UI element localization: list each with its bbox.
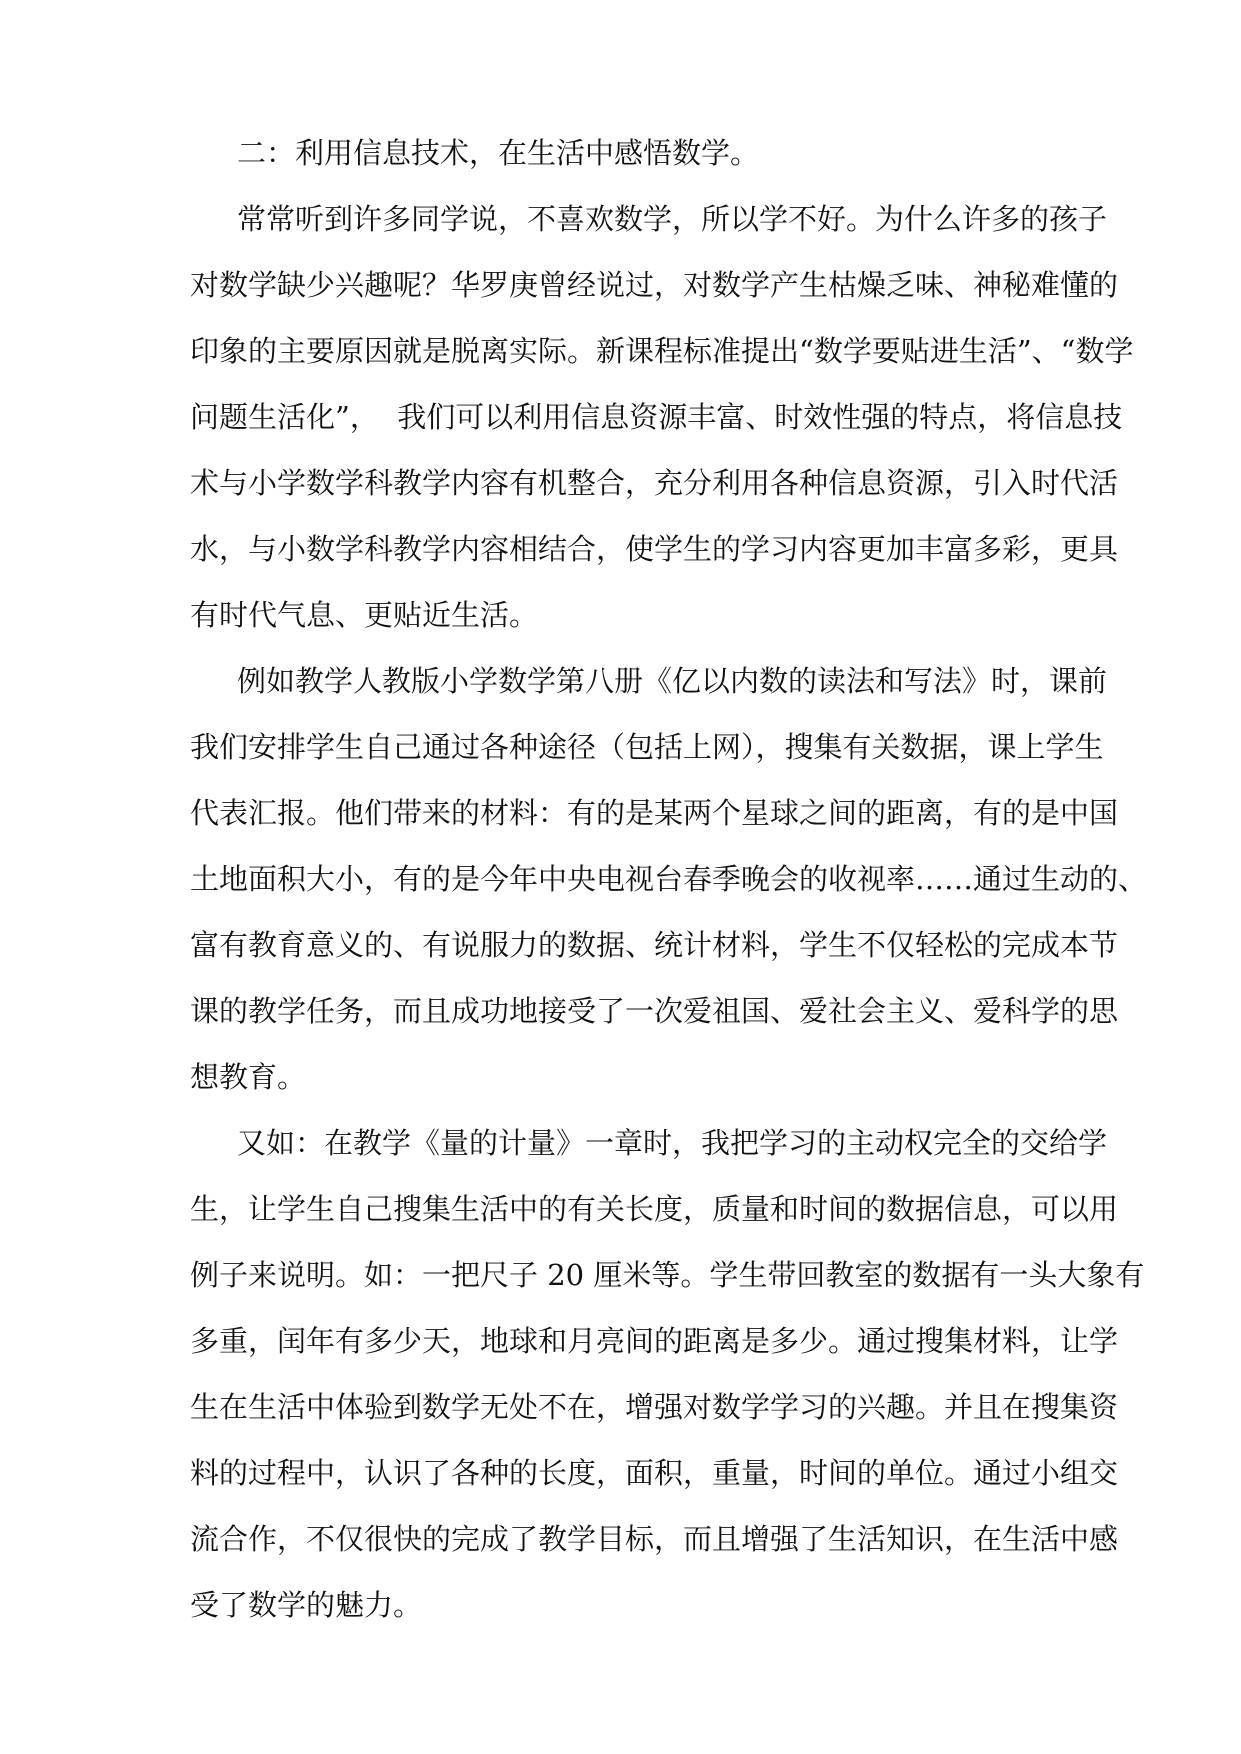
text-line: 土地面积大小，有的是今年中央电视台春季晚会的收视率……通过生动的、 <box>190 862 1148 896</box>
text-line: 例子来说明。如：一把尺子 20 厘米等。学生带回教室的数据有一头大象有 <box>190 1258 1145 1292</box>
text-line: 例如教学人教版小学数学第八册《亿以内数的读法和写法》时，课前 <box>237 664 1108 698</box>
text-line: 受了数学的魅力。 <box>190 1588 423 1622</box>
text-line: 我们安排学生自己通过各种途径（包括上网），搜集有关数据，课上学生 <box>190 730 1104 764</box>
text-line: 有时代气息、更贴近生活。 <box>190 598 539 632</box>
text-line: 代表汇报。他们带来的材料：有的是某两个星球之间的距离，有的是中国 <box>190 796 1119 830</box>
text-line: 常常听到许多同学说，不喜欢数学，所以学不好。为什么许多的孩子 <box>237 202 1108 236</box>
heading-paragraph <box>190 120 1120 186</box>
text-line: 生，让学生自己搜集生活中的有关长度，质量和时间的数据信息，可以用 <box>190 1192 1119 1226</box>
text-line: 印象的主要原因就是脱离实际。新课程标准提出“数学要贴进生活”、“数学 <box>190 334 1134 368</box>
paragraph-1 <box>190 186 1134 648</box>
text-line: 多重，闰年有多少天，地球和月亮间的距离是多少。通过搜集材料，让学 <box>190 1324 1119 1358</box>
text-line: 二：利用信息技术，在生活中感悟数学。 <box>237 136 760 170</box>
text-line: 富有教育意义的、有说服力的数据、统计材料，学生不仅轻松的完成本节 <box>190 928 1119 962</box>
text-line: 想教育。 <box>190 1060 307 1094</box>
text-line: 生在生活中体验到数学无处不在，增强对数学学习的兴趣。并且在搜集资 <box>190 1390 1119 1424</box>
document-body <box>190 120 1148 1638</box>
text-line: 料的过程中，认识了各种的长度，面积，重量，时间的单位。通过小组交 <box>190 1456 1119 1490</box>
text-line: 课的教学任务，而且成功地接受了一次爱祖国、爱社会主义、爱科学的思 <box>190 994 1119 1028</box>
text-line: 水，与小数学科教学内容相结合，使学生的学习内容更加丰富多彩，更具 <box>190 532 1119 566</box>
text-line: 问题生活化”， 我们可以利用信息资源丰富、时效性强的特点，将信息技 <box>190 400 1123 434</box>
text-line: 术与小学数学科教学内容有机整合，充分利用各种信息资源，引入时代活 <box>190 466 1119 500</box>
text-line: 流合作，不仅很快的完成了教学目标，而且增强了生活知识，在生活中感 <box>190 1522 1119 1556</box>
paragraph-3 <box>190 1110 1145 1638</box>
text-line: 又如：在教学《量的计量》一章时，我把学习的主动权完全的交给学 <box>237 1126 1108 1160</box>
paragraph-2 <box>190 648 1148 1110</box>
text-line: 对数学缺少兴趣呢？华罗庚曾经说过，对数学产生枯燥乏味、神秘难懂的 <box>190 268 1119 302</box>
